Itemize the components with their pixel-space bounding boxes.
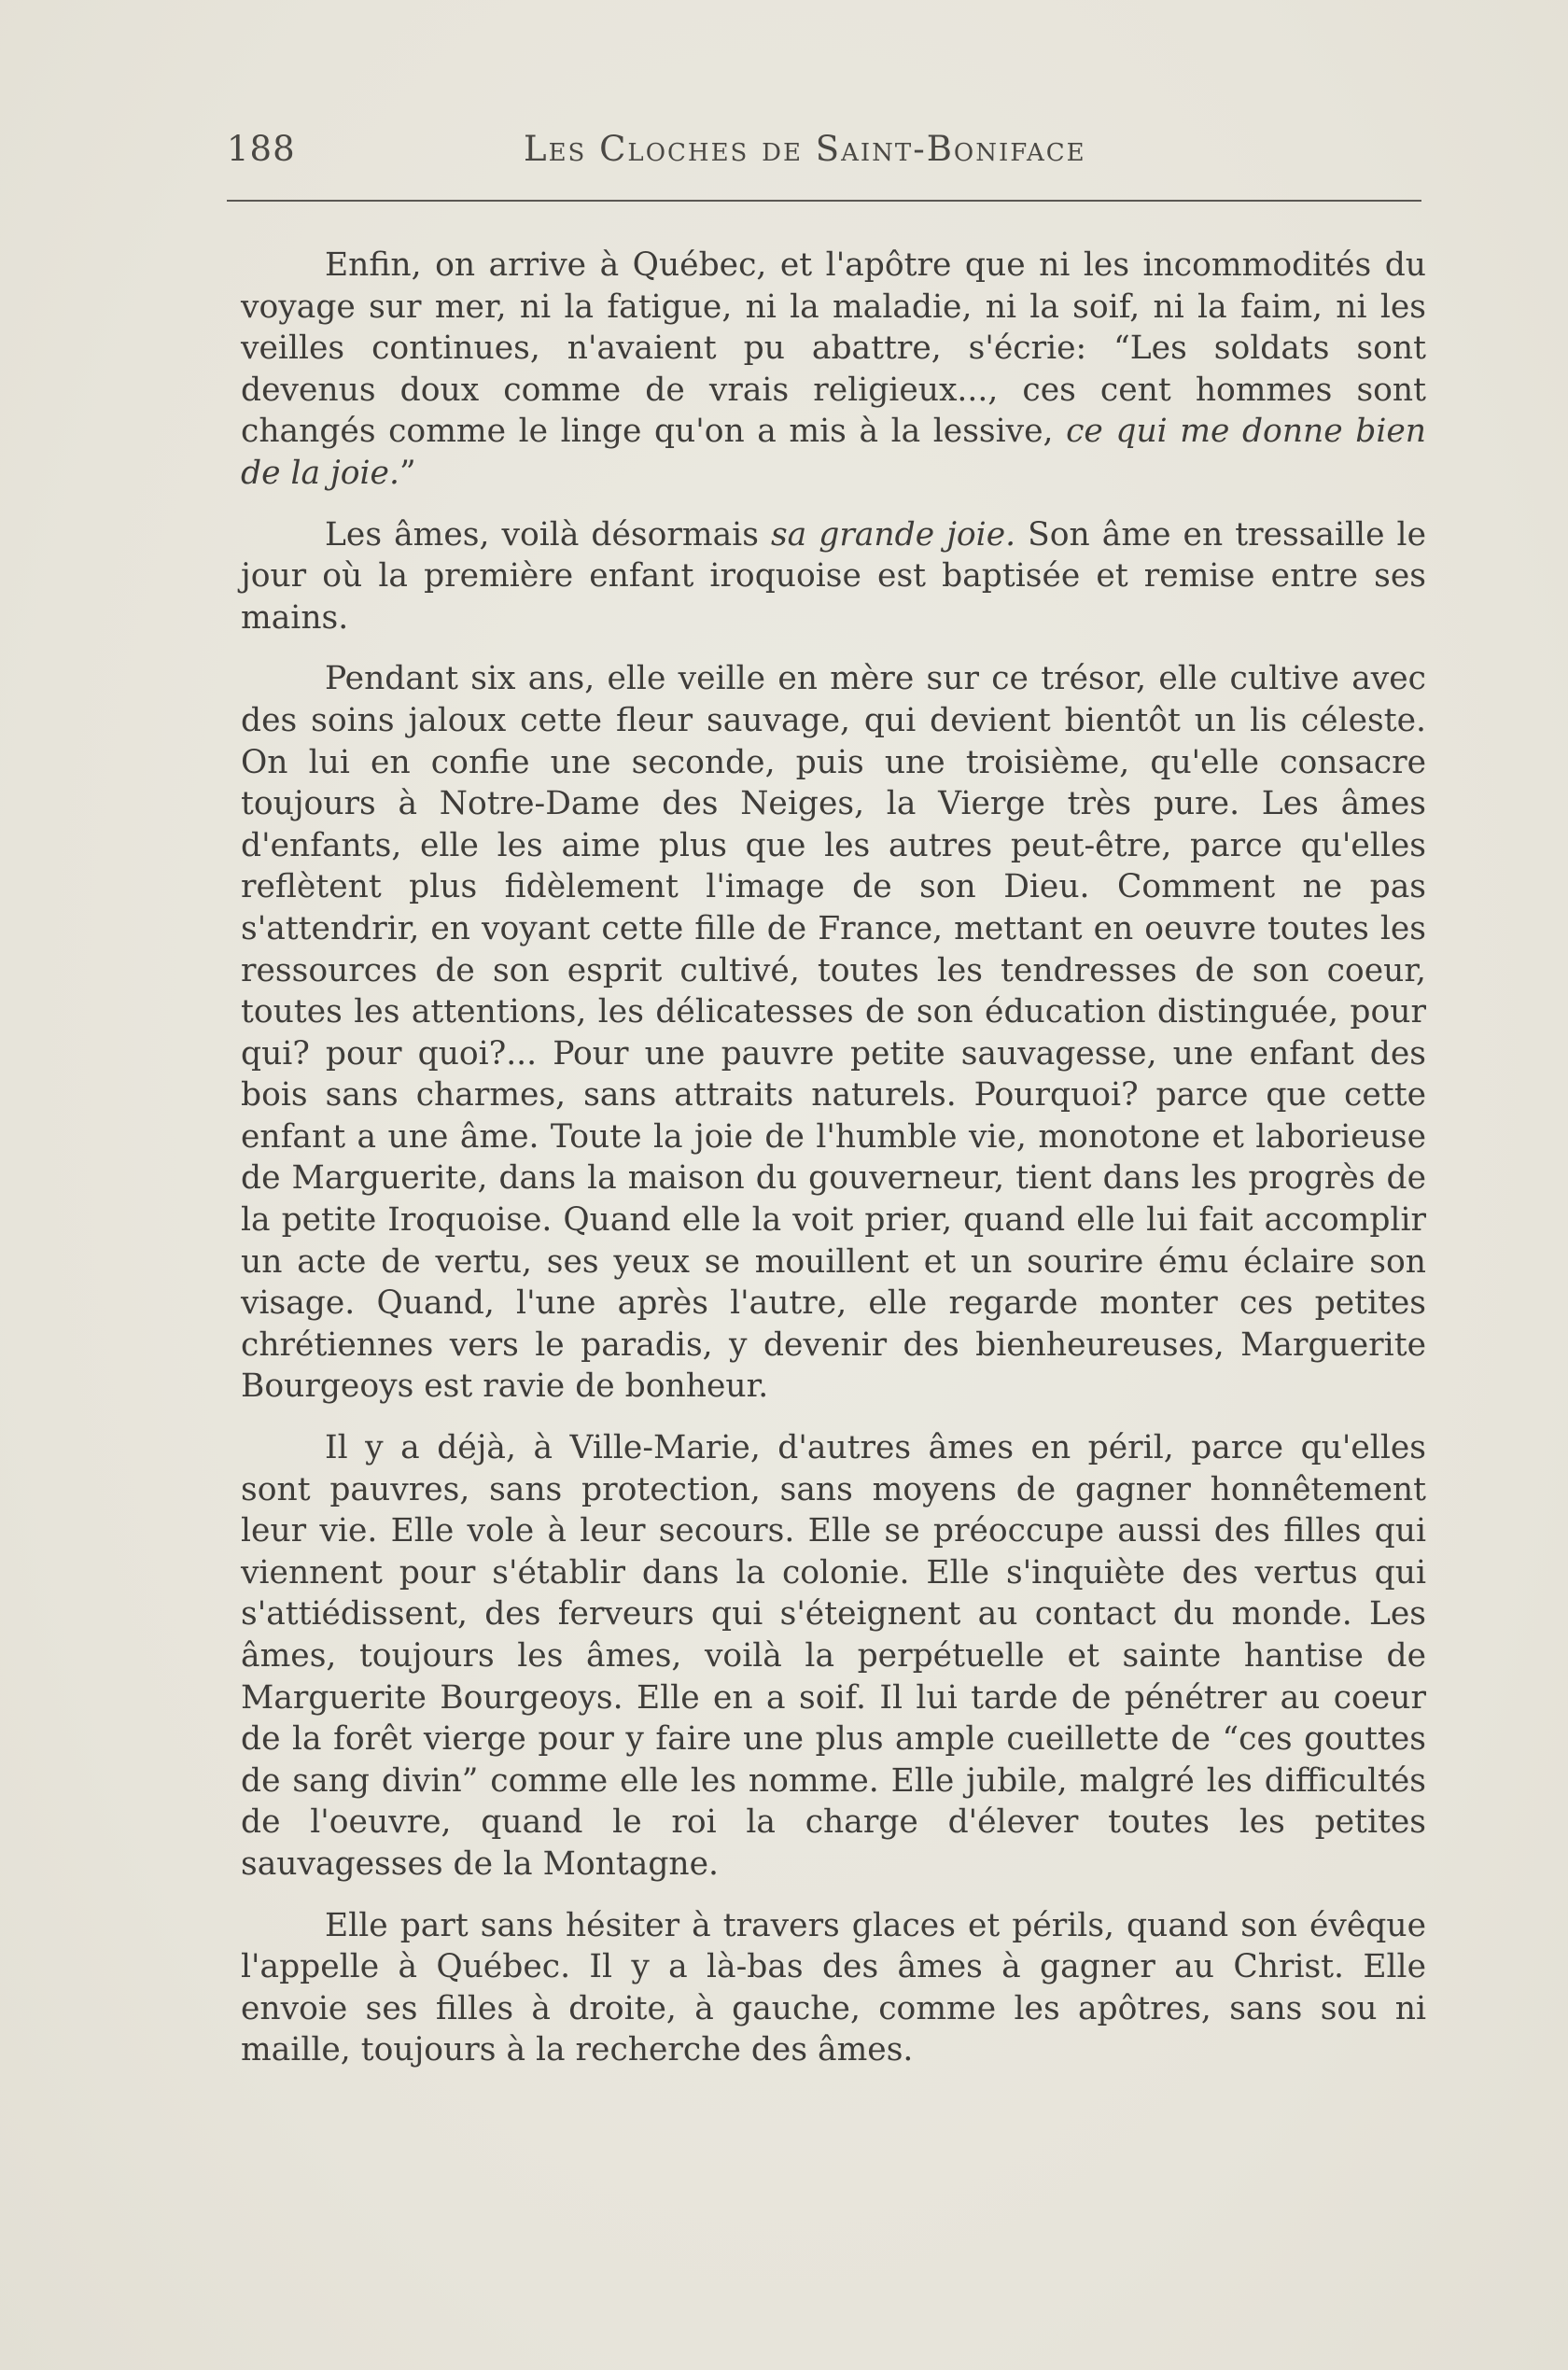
paragraph-text: Les âmes, voilà désormais (325, 515, 771, 554)
paragraph-text: Il y a déjà, à Ville-Marie, d'autres âmes en péril, parce qu'elles sont pauvres, sans protection, sans moyens de gagner honnêtement leur vie. Elle vole à leur secours. Elle se préoccupe aussi des filles qui viennent pour s'établir dans la colonie. Elle s'inquiète des vertus qui s'attiédissent, des ferveurs qui s'éteignent au contact du monde. Les âmes, toujours les âmes, voilà la perpétuelle et sainte hantise de Marguerite Bourgeoys. Elle en a soif. Il lui tarde de pénétrer au coeur de la forêt vierge pour y faire une plus ample cueillette de “ces gouttes de sang divin” comme elle les nomme. Elle jubile, malgré les difficultés de l'oeuvre, quand le roi la charge d'élever toutes les petites sauvagesses de la Montagne. (241, 1429, 1426, 1883)
header-rule (227, 200, 1421, 202)
paragraph-italic-text: ce qui me donne bien de la joie. (241, 413, 1426, 492)
running-title: Les Cloches de Saint-Boniface (524, 129, 1086, 169)
paragraph (241, 658, 1426, 1408)
paragraph-text-end: ” (399, 454, 416, 492)
body-text (241, 245, 1426, 2091)
running-header (227, 129, 1421, 185)
paragraph (241, 1427, 1426, 1886)
paragraph (241, 1905, 1426, 2071)
paragraph-text-end: Son âme en tressaille le jour où la première enfant iroquoise est baptisée et remise entre ses mains. (241, 515, 1426, 637)
paragraph-text: Pendant six ans, elle veille en mère sur ce trésor, elle cultive avec des soins jaloux cette fleur sauvage, qui devient bientôt un lis céleste. On lui en confie une seconde, puis une troisième, qu'elle consacre toujours à Notre-Dame des Neiges, la Vierge très pure. Les âmes d'enfants, elle les aime plus que les autres peut-être, parce qu'elles reflètent plus fidèlement l'image de son Dieu. Comment ne pas s'attendrir, en voyant cette fille de France, mettant en oeuvre toutes les ressources de son esprit cultivé, toutes les tendresses de son coeur, toutes les attentions, les délicatesses de son éducation distinguée, pour qui? pour quoi?... Pour une pauvre petite sauvagesse, une enfant des bois sans charmes, sans attraits naturels. Pourquoi? parce que cette enfant a une âme. Toute la joie de l'humble vie, monotone et laborieuse de Marguerite, dans la maison du gouverneur, tient dans les progrès de la petite Iroquoise. Quand elle la voit prier, quand elle lui fait accomplir un acte de vertu, ses yeux se mouillent et un sourire ému éclaire son visage. Quand, l'une après l'autre, elle regarde monter ces petites chrétiennes vers le paradis, y devenir des bienheureuses, Marguerite Bourgeoys est ravie de bonheur. (241, 660, 1426, 1406)
paragraph-text: Elle part sans hésiter à travers glaces et périls, quand son évêque l'appelle à Québec. Il y a là-bas des âmes à gagner au Christ. Elle envoie ses filles à droite, à gauche, comme les apôtres, sans sou ni maille, toujours à la recherche des âmes. (241, 1906, 1426, 2069)
paragraph-italic-text: sa grande joie. (770, 515, 1016, 554)
paragraph-text: Enfin, on arrive à Québec, et l'apôtre que ni les incommodités du voyage sur mer, ni la fatigue, ni la maladie, ni la soif, ni la faim, ni les veilles continues, n'avaient pu abattre, s'écrie: “Les soldats sont devenus doux comme de vrais religieux..., ces cent hommes sont changés comme le linge qu'on a mis à la lessive, (241, 246, 1426, 451)
paragraph (241, 245, 1426, 495)
page-number: 188 (227, 129, 296, 169)
paragraph (241, 514, 1426, 639)
